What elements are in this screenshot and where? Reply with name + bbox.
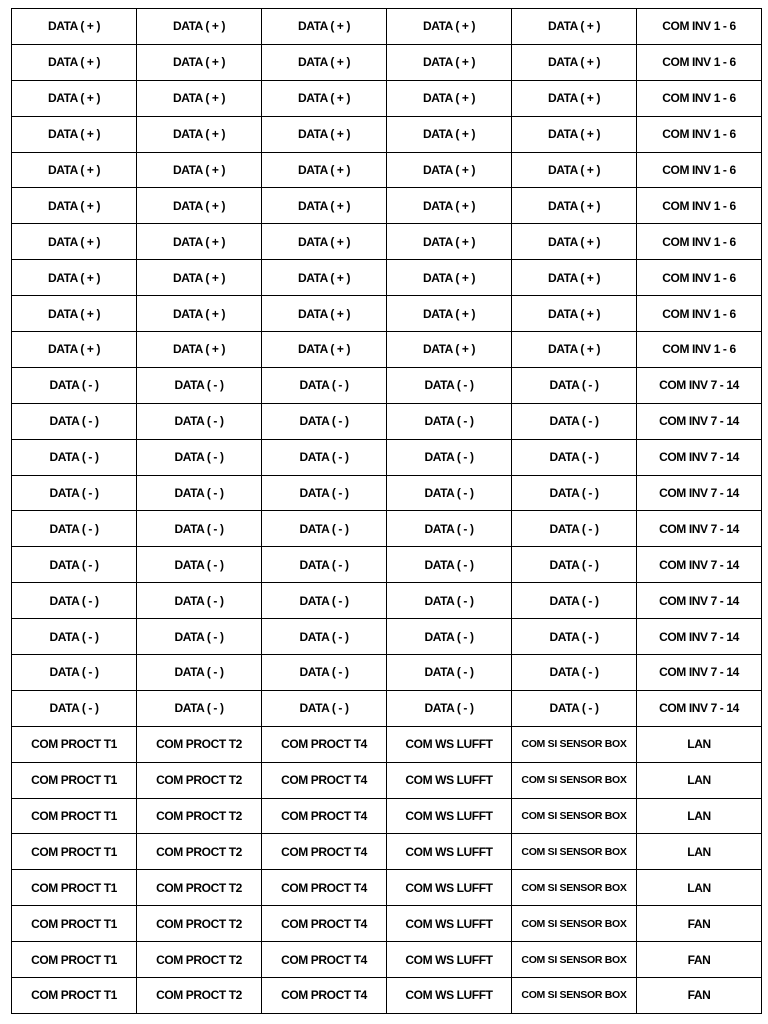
label-cell: DATA ( - )	[12, 690, 137, 726]
label-cell: DATA ( + )	[137, 44, 262, 80]
label-cell: COM PROCT T4	[262, 906, 387, 942]
label-cell: DATA ( + )	[12, 80, 137, 116]
table-row	[12, 583, 762, 619]
label-cell: COM PROCT T4	[262, 834, 387, 870]
label-cell: DATA ( + )	[12, 332, 137, 368]
label-cell: DATA ( - )	[262, 619, 387, 655]
label-cell: DATA ( + )	[12, 152, 137, 188]
label-cell: DATA ( + )	[512, 224, 637, 260]
label-cell: COM WS LUFFT	[387, 978, 512, 1014]
label-cell: COM PROCT T2	[137, 798, 262, 834]
table-row	[12, 798, 762, 834]
label-cell: DATA ( - )	[12, 583, 137, 619]
label-cell: DATA ( - )	[137, 655, 262, 691]
label-cell: DATA ( - )	[387, 403, 512, 439]
label-cell: COM WS LUFFT	[387, 942, 512, 978]
label-cell: COM INV 1 - 6	[637, 224, 762, 260]
label-cell: COM PROCT T1	[12, 762, 137, 798]
label-cell: DATA ( + )	[512, 296, 637, 332]
label-cell: DATA ( - )	[512, 690, 637, 726]
label-cell: DATA ( + )	[262, 224, 387, 260]
label-cell: COM INV 7 - 14	[637, 403, 762, 439]
label-cell: DATA ( + )	[387, 332, 512, 368]
label-cell: COM SI SENSOR BOX	[512, 798, 637, 834]
label-cell: COM WS LUFFT	[387, 906, 512, 942]
label-cell: DATA ( - )	[262, 475, 387, 511]
label-cell: COM WS LUFFT	[387, 870, 512, 906]
table-row	[12, 44, 762, 80]
label-cell: COM PROCT T2	[137, 978, 262, 1014]
label-cell: COM PROCT T4	[262, 978, 387, 1014]
label-cell: DATA ( + )	[262, 332, 387, 368]
label-cell: COM PROCT T4	[262, 798, 387, 834]
table-row	[12, 9, 762, 45]
table-row	[12, 367, 762, 403]
label-cell: DATA ( - )	[387, 367, 512, 403]
label-cell: DATA ( + )	[12, 116, 137, 152]
label-cell: COM WS LUFFT	[387, 834, 512, 870]
label-cell: COM INV 1 - 6	[637, 260, 762, 296]
label-cell: DATA ( + )	[512, 188, 637, 224]
label-cell: DATA ( + )	[262, 44, 387, 80]
label-cell: COM INV 1 - 6	[637, 152, 762, 188]
label-cell: DATA ( + )	[137, 152, 262, 188]
label-cell: DATA ( - )	[262, 655, 387, 691]
label-cell: COM SI SENSOR BOX	[512, 834, 637, 870]
label-cell: DATA ( + )	[262, 9, 387, 45]
label-sheet-body	[12, 9, 762, 1014]
table-row	[12, 475, 762, 511]
label-cell: COM INV 7 - 14	[637, 655, 762, 691]
label-cell: DATA ( + )	[137, 9, 262, 45]
table-row	[12, 296, 762, 332]
label-cell: DATA ( - )	[12, 403, 137, 439]
table-row	[12, 834, 762, 870]
label-cell: DATA ( + )	[12, 224, 137, 260]
label-cell: LAN	[637, 834, 762, 870]
label-cell: DATA ( - )	[137, 403, 262, 439]
label-cell: DATA ( + )	[262, 80, 387, 116]
label-cell: DATA ( + )	[137, 80, 262, 116]
label-cell: FAN	[637, 906, 762, 942]
label-cell: COM PROCT T2	[137, 762, 262, 798]
label-cell: COM INV 7 - 14	[637, 547, 762, 583]
label-cell: COM PROCT T1	[12, 834, 137, 870]
label-cell: DATA ( + )	[387, 80, 512, 116]
label-cell: DATA ( - )	[512, 655, 637, 691]
label-cell: COM PROCT T2	[137, 906, 262, 942]
table-row	[12, 439, 762, 475]
label-cell: DATA ( - )	[137, 547, 262, 583]
label-cell: DATA ( + )	[387, 188, 512, 224]
table-row	[12, 511, 762, 547]
label-cell: DATA ( + )	[387, 260, 512, 296]
label-cell: DATA ( + )	[262, 152, 387, 188]
label-cell: DATA ( - )	[137, 475, 262, 511]
table-row	[12, 906, 762, 942]
label-cell: COM INV 7 - 14	[637, 690, 762, 726]
label-cell: DATA ( - )	[387, 583, 512, 619]
label-cell: DATA ( - )	[512, 475, 637, 511]
label-cell: DATA ( - )	[137, 690, 262, 726]
label-cell: DATA ( - )	[12, 475, 137, 511]
table-row	[12, 762, 762, 798]
label-cell: COM INV 7 - 14	[637, 439, 762, 475]
label-cell: COM WS LUFFT	[387, 762, 512, 798]
table-row	[12, 152, 762, 188]
label-cell: LAN	[637, 726, 762, 762]
label-cell: DATA ( + )	[512, 44, 637, 80]
label-cell: COM INV 7 - 14	[637, 511, 762, 547]
label-cell: COM PROCT T4	[262, 762, 387, 798]
label-cell: COM SI SENSOR BOX	[512, 978, 637, 1014]
label-cell: DATA ( - )	[262, 439, 387, 475]
label-cell: COM SI SENSOR BOX	[512, 726, 637, 762]
label-cell: DATA ( - )	[512, 439, 637, 475]
table-row	[12, 655, 762, 691]
label-cell: DATA ( + )	[137, 296, 262, 332]
label-cell: DATA ( + )	[12, 260, 137, 296]
label-cell: COM INV 1 - 6	[637, 44, 762, 80]
table-row	[12, 942, 762, 978]
label-cell: DATA ( - )	[12, 655, 137, 691]
label-cell: DATA ( - )	[387, 655, 512, 691]
label-cell: DATA ( - )	[512, 547, 637, 583]
table-row	[12, 116, 762, 152]
label-cell: DATA ( - )	[512, 619, 637, 655]
table-row	[12, 332, 762, 368]
label-cell: DATA ( - )	[512, 583, 637, 619]
label-cell: DATA ( - )	[512, 511, 637, 547]
table-row	[12, 260, 762, 296]
label-cell: DATA ( + )	[137, 188, 262, 224]
label-cell: DATA ( - )	[137, 619, 262, 655]
label-cell: DATA ( - )	[262, 547, 387, 583]
label-cell: COM INV 7 - 14	[637, 367, 762, 403]
label-cell: DATA ( + )	[12, 296, 137, 332]
label-cell: DATA ( + )	[387, 116, 512, 152]
label-cell: DATA ( - )	[262, 367, 387, 403]
label-cell: COM SI SENSOR BOX	[512, 942, 637, 978]
label-cell: DATA ( - )	[387, 690, 512, 726]
label-cell: COM PROCT T1	[12, 726, 137, 762]
label-cell: COM INV 1 - 6	[637, 9, 762, 45]
table-row	[12, 870, 762, 906]
label-cell: COM PROCT T1	[12, 906, 137, 942]
label-cell: DATA ( - )	[387, 619, 512, 655]
label-cell: COM PROCT T4	[262, 942, 387, 978]
label-cell: DATA ( - )	[512, 403, 637, 439]
label-cell: COM WS LUFFT	[387, 798, 512, 834]
label-cell: COM INV 1 - 6	[637, 116, 762, 152]
table-row	[12, 978, 762, 1014]
label-cell: DATA ( - )	[137, 511, 262, 547]
table-row	[12, 726, 762, 762]
label-cell: DATA ( + )	[387, 44, 512, 80]
label-cell: COM PROCT T2	[137, 870, 262, 906]
table-row	[12, 690, 762, 726]
label-sheet-table	[11, 8, 762, 1014]
label-cell: DATA ( - )	[12, 511, 137, 547]
label-cell: DATA ( - )	[387, 475, 512, 511]
label-cell: COM INV 7 - 14	[637, 619, 762, 655]
label-cell: DATA ( + )	[512, 332, 637, 368]
label-cell: DATA ( - )	[262, 583, 387, 619]
label-cell: DATA ( - )	[137, 367, 262, 403]
label-cell: COM INV 1 - 6	[637, 188, 762, 224]
label-cell: DATA ( + )	[512, 116, 637, 152]
label-cell: COM PROCT T2	[137, 834, 262, 870]
label-cell: DATA ( - )	[12, 547, 137, 583]
label-cell: DATA ( + )	[512, 152, 637, 188]
table-row	[12, 224, 762, 260]
label-cell: DATA ( + )	[137, 224, 262, 260]
label-cell: DATA ( + )	[512, 80, 637, 116]
label-cell: DATA ( + )	[387, 224, 512, 260]
label-cell: FAN	[637, 942, 762, 978]
label-cell: DATA ( + )	[262, 188, 387, 224]
label-cell: DATA ( + )	[137, 332, 262, 368]
label-cell: COM PROCT T1	[12, 798, 137, 834]
table-row	[12, 403, 762, 439]
label-cell: DATA ( - )	[387, 547, 512, 583]
label-cell: COM PROCT T4	[262, 870, 387, 906]
label-cell: DATA ( + )	[12, 44, 137, 80]
label-cell: DATA ( + )	[137, 116, 262, 152]
label-cell: COM INV 1 - 6	[637, 80, 762, 116]
label-cell: DATA ( + )	[12, 9, 137, 45]
table-row	[12, 619, 762, 655]
label-cell: DATA ( - )	[262, 511, 387, 547]
label-cell: DATA ( + )	[262, 260, 387, 296]
table-row	[12, 547, 762, 583]
label-cell: DATA ( + )	[387, 9, 512, 45]
label-cell: COM PROCT T1	[12, 942, 137, 978]
label-cell: COM PROCT T2	[137, 726, 262, 762]
label-cell: DATA ( + )	[387, 152, 512, 188]
label-cell: COM SI SENSOR BOX	[512, 906, 637, 942]
label-cell: DATA ( + )	[137, 260, 262, 296]
label-cell: LAN	[637, 870, 762, 906]
label-cell: COM SI SENSOR BOX	[512, 762, 637, 798]
label-cell: COM INV 1 - 6	[637, 296, 762, 332]
label-cell: DATA ( + )	[387, 296, 512, 332]
label-cell: FAN	[637, 978, 762, 1014]
label-cell: DATA ( - )	[137, 439, 262, 475]
label-cell: DATA ( - )	[262, 690, 387, 726]
label-cell: COM PROCT T1	[12, 978, 137, 1014]
label-cell: COM INV 7 - 14	[637, 475, 762, 511]
label-cell: DATA ( - )	[137, 583, 262, 619]
label-cell: COM INV 7 - 14	[637, 583, 762, 619]
label-cell: DATA ( + )	[512, 9, 637, 45]
label-cell: DATA ( - )	[12, 367, 137, 403]
table-row	[12, 188, 762, 224]
table-row	[12, 80, 762, 116]
label-cell: LAN	[637, 762, 762, 798]
label-cell: COM PROCT T2	[137, 942, 262, 978]
label-cell: LAN	[637, 798, 762, 834]
label-cell: DATA ( + )	[262, 296, 387, 332]
label-cell: DATA ( + )	[512, 260, 637, 296]
label-cell: COM PROCT T1	[12, 870, 137, 906]
label-cell: COM WS LUFFT	[387, 726, 512, 762]
label-cell: DATA ( + )	[12, 188, 137, 224]
label-cell: DATA ( - )	[12, 439, 137, 475]
label-cell: DATA ( + )	[262, 116, 387, 152]
label-cell: COM INV 1 - 6	[637, 332, 762, 368]
label-cell: COM SI SENSOR BOX	[512, 870, 637, 906]
label-cell: DATA ( - )	[387, 439, 512, 475]
label-cell: COM PROCT T4	[262, 726, 387, 762]
label-cell: DATA ( - )	[387, 511, 512, 547]
label-cell: DATA ( - )	[262, 403, 387, 439]
label-cell: DATA ( - )	[12, 619, 137, 655]
label-cell: DATA ( - )	[512, 367, 637, 403]
